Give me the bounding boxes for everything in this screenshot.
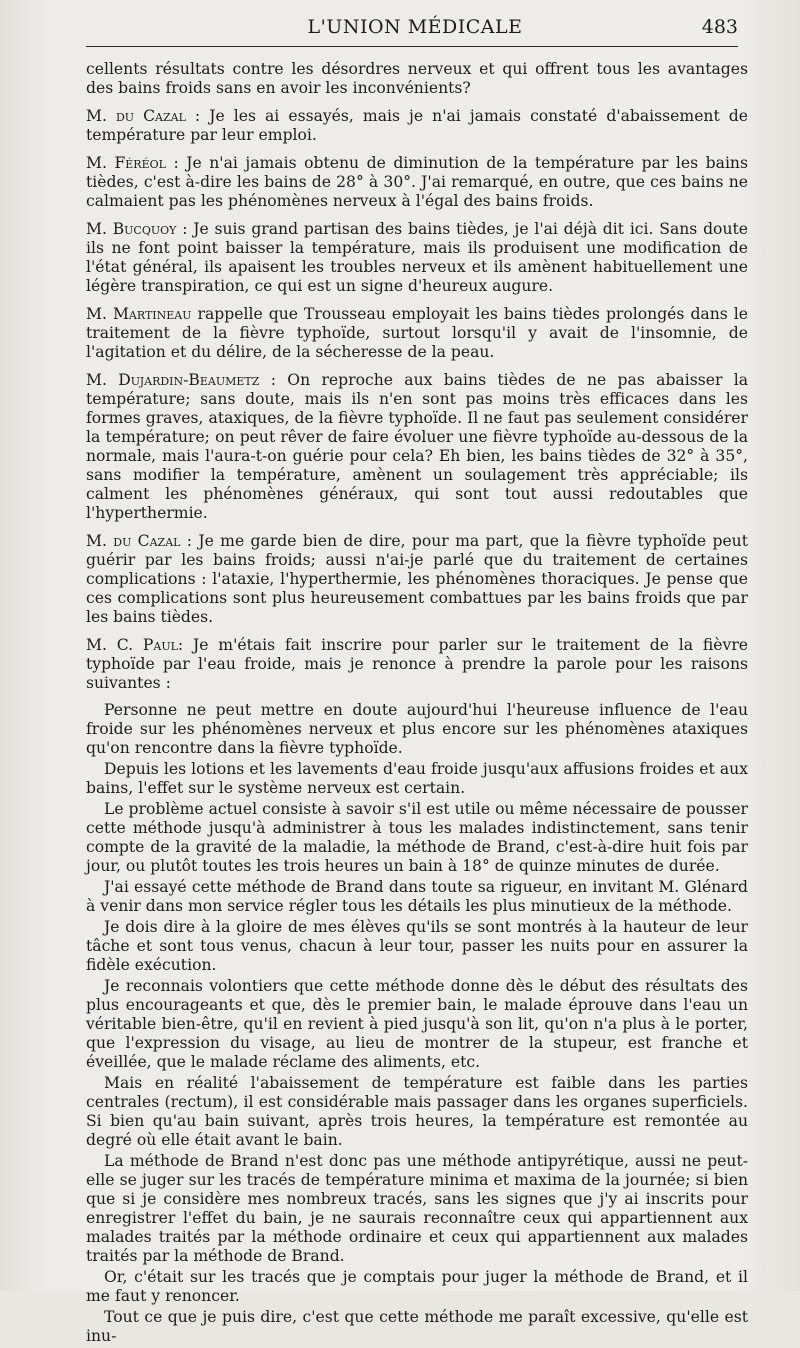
body-paragraph: Depuis les lotions et les lavements d'eau froide jusqu'aux affusions froides et aux bains, l'effet sur le système nerveux est certain.: [86, 760, 748, 797]
paragraph-text: : Je me garde bien de dire, pour ma part, que la fièvre typhoïde peut guérir par les bains froids; aussi n'ai-je parlé que du traitement de certaines complications : l'ataxie, l'hyperthermie, les phénomènes thoraciques. Je pense que ces complications sont plus heureusement combattues par les bains froids que par les bains tièdes.: [86, 532, 748, 626]
speaker-name: M. du Cazal: [86, 107, 186, 125]
paragraph-text: : On reproche aux bains tièdes de ne pas abaisser la température; sans doute, mais ils n'en sont pas moins très efficaces dans les formes graves, ataxiques, de la fièvre typhoïde. Il ne faut pas seulement considérer la température; on peut rêver de faire évoluer une fièvre typhoïde au-dessous de la normale, mais l'aura-t-on guérie pour cela? Eh bien, les bains tièdes de 32° à 35°, sans modifier la température, amènent un soulagement très appréciable; ils calment les phénomènes généraux, qui sont tout aussi redoutables que l'hyperthermie.: [86, 371, 749, 522]
article-body: [86, 60, 748, 1348]
paragraph-text: rappelle que Trousseau employait les bains tièdes prolongés dans le traitement de la fièvre typhoïde, surtout lorsqu'il y avait de l'insomnie, de l'agitation et du délire, de la sécheresse de la peau.: [86, 305, 749, 361]
speaker-paragraph: [86, 107, 748, 145]
speaker-paragraph: [86, 154, 748, 211]
paragraph-text: : Je les ai essayés, mais je n'ai jamais constaté d'abaissement de température par leur emploi.: [86, 107, 748, 144]
paragraph-text: cellents résultats contre les désordres nerveux et qui offrent tous les avantages des bains froids sans en avoir les inconvénients?: [86, 60, 748, 97]
paragraph-text: : Je suis grand partisan des bains tièdes, je l'ai déjà dit ici. Sans doute ils ne font point baisser la température, mais ils produisent une modification de l'état général, ils apaisent les troubles nerveux et ils amènent habituellement une légère transpiration, ce qui est un signe d'heureux augure.: [86, 220, 748, 295]
speaker-paragraph: [86, 532, 748, 627]
speaker-name: M. du Cazal: [86, 532, 181, 550]
body-paragraph: Le problème actuel consiste à savoir s'il est utile ou même nécessaire de pousser cette méthode jusqu'à administrer à tous les malades indistinctement, sans tenir compte de la gravité de la maladie, la méthode de Brand, c'est-à-dire huit fois par jour, ou plutôt toutes les trois heures un bain à 18° de quinze minutes de durée.: [86, 800, 748, 875]
speaker-name: M. C. Paul: [86, 636, 178, 654]
speaker-name: M. Dujardin-Beaumetz: [86, 371, 260, 389]
speaker-name: M. Martineau: [86, 305, 192, 323]
body-paragraph: Je dois dire à la gloire de mes élèves qu'ils se sont montrés à la hauteur de leur tâche et sont tous venus, chacun à leur tour, passer les nuits pour en assurer la fidèle exécution.: [86, 918, 748, 974]
body-paragraph: Personne ne peut mettre en doute aujourd'hui l'heureuse influence de l'eau froide sur les phénomènes nerveux et plus encore sur les phénomènes ataxiques qu'on rencontre dans la fièvre typhoïde.: [86, 701, 748, 757]
body-paragraph: Tout ce que je puis dire, c'est que cette méthode me paraît excessive, qu'elle est inu-: [86, 1308, 748, 1345]
body-paragraph: La méthode de Brand n'est donc pas une méthode antipyrétique, aussi ne peut-elle se juger sur les tracés de température minima et maxima de la journée; si bien que si je considère mes nombreux tracés, sans les signes que j'y ai inscrits pour enregistrer l'effet du bain, je ne saurais reconnaître ceux qui appartiennent aux malades traités par la méthode ordinaire et ceux qui appartiennent aux malades traités par la méthode de Brand.: [86, 1152, 748, 1265]
journal-title: L'UNION MÉDICALE: [307, 16, 523, 38]
paragraph-text: : Je n'ai jamais obtenu de diminution de la température par les bains tièdes, c'est à-dire les bains de 28° à 30°. J'ai remarqué, en outre, que ces bains ne calmaient pas les phénomènes nerveux à l'égal des bains froids.: [86, 154, 748, 210]
body-paragraph: Je reconnais volontiers que cette méthode donne dès le début des résultats des plus encourageants et que, dès le premier bain, le malade éprouve dans l'eau un véritable bien-être, qu'il en revient à pied jusqu'à son lit, qu'on n'a plus à le porter, que l'expression du visage, au lieu de montrer de la stupeur, est franche et éveillée, que le malade réclame des aliments, etc.: [86, 977, 748, 1071]
speaker-paragraph: [86, 636, 748, 693]
body-paragraph: Mais en réalité l'abaissement de température est faible dans les parties centrales (rectum), il est considérable mais passager dans les organes superficiels. Si bien qu'au bain suivant, après trois heures, la température est remontée au degré où elle était avant le bain.: [86, 1074, 748, 1149]
header-rule: [86, 46, 738, 47]
body-paragraph: Or, c'était sur les tracés que je comptais pour juger la méthode de Brand, et il me faut y renoncer.: [86, 1268, 748, 1305]
running-header: [86, 14, 744, 44]
speaker-paragraph: [86, 371, 748, 523]
body-paragraph: J'ai essayé cette méthode de Brand dans toute sa rigueur, en invitant M. Glénard à venir dans mon service régler tous les détails les plus minutieux de la méthode.: [86, 878, 748, 915]
speaker-name: M. Féréol: [86, 154, 166, 172]
speaker-paragraph: [86, 305, 748, 362]
speaker-paragraph: [86, 220, 748, 296]
page-number: 483: [701, 16, 738, 38]
paragraph: [86, 60, 748, 98]
paragraph-text: : Je m'étais fait inscrire pour parler sur le traitement de la fièvre typhoïde par l'eau froide, mais je renonce à prendre la parole pour les raisons suivantes :: [86, 636, 748, 692]
speaker-name: M. Bucquoy: [86, 220, 177, 238]
